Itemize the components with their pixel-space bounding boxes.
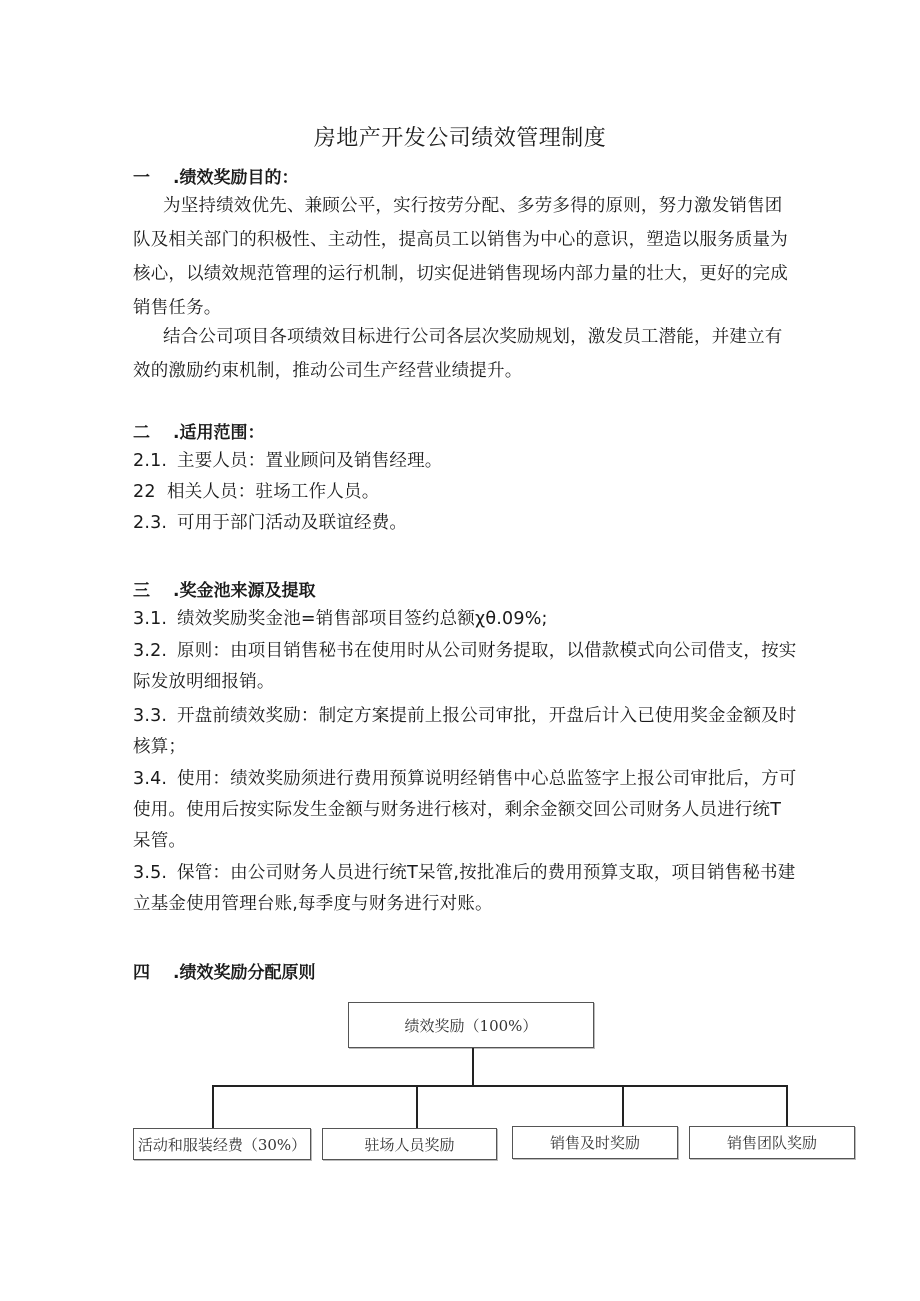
paragraph: 结合公司项目各项绩效目标进行公司各层次奖励规划，激发员工潜能，并建立有效的激励约束机制，推动公司生产经营业绩提升。 <box>133 327 783 381</box>
list-item <box>133 477 798 508</box>
item-text: 相关人员：驻场工作人员。 <box>167 482 380 502</box>
item-number: 2.1. <box>133 451 168 471</box>
item-number: 22 <box>133 482 156 502</box>
item-text: 保管：由公司财务人员进行统T呆管,按批准后的费用预算支取，项目销售秘书建立基金使用管理台账,每季度与财务进行对账。 <box>133 863 796 914</box>
diagram-child-node: 活动和服装经费（30%） <box>133 1128 311 1160</box>
page-title: 房地产开发公司绩效管理制度 <box>313 126 607 151</box>
item-number: 3.2. <box>133 641 168 661</box>
section-title: .适用范围： <box>173 423 265 443</box>
connector-line <box>786 1085 788 1127</box>
diagram-root-node: 绩效奖励（100%） <box>348 1002 594 1048</box>
section-1-heading <box>133 163 298 188</box>
connector-line <box>212 1085 214 1129</box>
diagram-child-node: 销售团队奖励 <box>689 1126 855 1159</box>
section-2-heading <box>133 418 264 443</box>
section-3-heading <box>133 576 315 601</box>
section-number: 四 <box>133 963 150 983</box>
list-item <box>133 446 798 477</box>
list-item <box>133 604 798 635</box>
connector-line <box>472 1048 474 1086</box>
section-number: 三 <box>133 581 150 601</box>
section-4-heading <box>133 958 315 983</box>
diagram-child-node: 驻场人员奖励 <box>322 1128 497 1160</box>
item-text: 开盘前绩效奖励：制定方案提前上报公司审批，开盘后计入已使用奖金金额及时核算； <box>133 706 797 757</box>
item-text: 绩效奖励奖金池=销售部项目签约总额χθ.09%; <box>177 609 548 629</box>
item-text: 原则：由项目销售秘书在使用时从公司财务提取，以借款模式向公司借支，按实际发放明细报销。 <box>133 641 797 692</box>
section-title: .奖金池来源及提取 <box>173 581 316 601</box>
item-text: 主要人员：置业顾问及销售经理。 <box>177 451 443 471</box>
connector-line <box>212 1085 787 1087</box>
item-text: 使用：绩效奖励须进行费用预算说明经销售中心总监签字上报公司审批后，方可使用。使用后按实际发生金额与财务进行核对，剩余金额交回公司财务人员进行统T呆管。 <box>133 769 797 851</box>
section-title: .绩效奖励目的： <box>173 168 299 188</box>
section-number: 二 <box>133 423 150 443</box>
connector-line <box>622 1085 624 1127</box>
connector-line <box>416 1085 418 1129</box>
item-text: 可用于部门活动及联谊经费。 <box>177 513 408 533</box>
section-number: 一 <box>133 168 150 188</box>
list-item <box>133 636 798 698</box>
list-item <box>133 701 798 763</box>
section-title: .绩效奖励分配原则 <box>173 963 316 983</box>
list-item <box>133 508 798 539</box>
item-number: 3.5. <box>133 863 168 883</box>
item-number: 3.3. <box>133 706 168 726</box>
list-item <box>133 858 798 920</box>
item-number: 3.4. <box>133 769 168 789</box>
paragraph: 为坚持绩效优先、兼顾公平，实行按劳分配、多劳多得的原则，努力激发销售团队及相关部门的积极性、主动性，提高员工以销售为中心的意识，塑造以服务质量为核心，以绩效规范管理的运行机制，切实促进销售现场内部力量的壮大，更好的完成销售任务。 <box>133 196 788 318</box>
item-number: 2.3. <box>133 513 168 533</box>
diagram-child-node: 销售及时奖励 <box>512 1126 678 1159</box>
item-number: 3.1. <box>133 609 168 629</box>
list-item <box>133 764 798 857</box>
